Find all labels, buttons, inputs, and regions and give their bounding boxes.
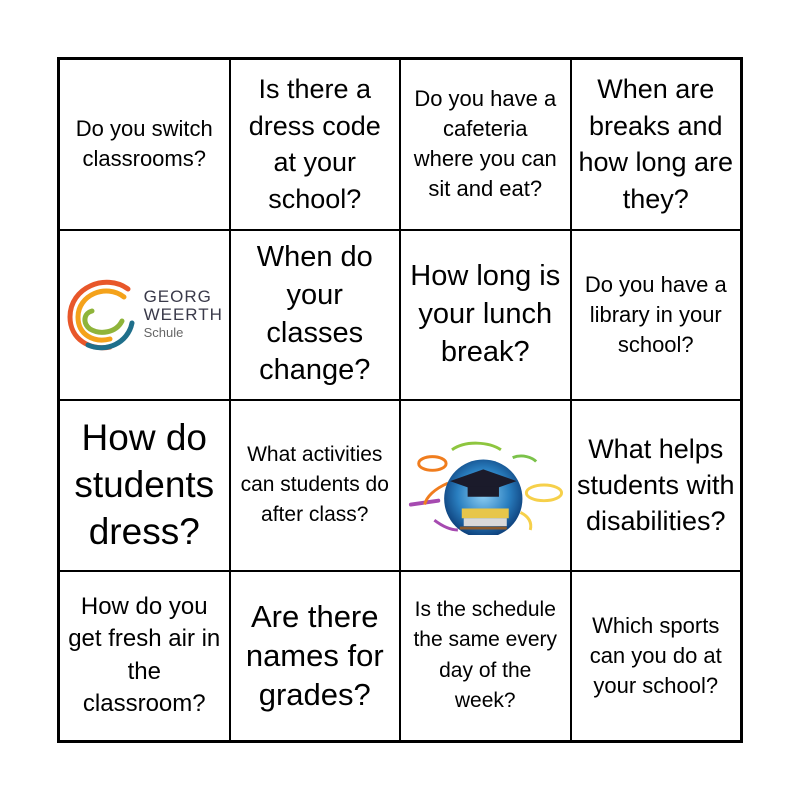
bingo-cell[interactable] xyxy=(59,59,230,230)
graduation-globe-icon xyxy=(405,435,566,535)
bingo-cell[interactable] xyxy=(230,400,401,571)
cell-text: Do you have a cafeteria where you can sit and eat? xyxy=(413,86,557,202)
bingo-cell[interactable] xyxy=(230,230,401,401)
school-logo xyxy=(64,277,225,353)
bingo-cell[interactable] xyxy=(400,59,571,230)
cell-text: What activities can students do after class? xyxy=(240,442,389,527)
cell-text: When do your classes change? xyxy=(256,241,373,387)
cell-text: Is there a dress code at your school? xyxy=(248,74,381,214)
bingo-card xyxy=(57,57,743,743)
cell-text: Is the schedule the same every day of the week? xyxy=(413,597,558,713)
bingo-cell[interactable] xyxy=(59,400,230,571)
cell-text: How long is your lunch break? xyxy=(410,260,561,368)
cell-text: Do you have a library in your school? xyxy=(584,271,727,357)
logo-swirl-icon xyxy=(66,277,136,353)
cell-text: How do you get fresh air in the classroom? xyxy=(68,592,221,718)
bingo-cell[interactable] xyxy=(400,571,571,742)
bingo-cell[interactable] xyxy=(571,230,742,401)
bingo-cell[interactable] xyxy=(230,571,401,742)
cell-text: What helps students with disabilities? xyxy=(576,433,735,537)
bingo-cell[interactable] xyxy=(230,59,401,230)
cell-text: When are breaks and how long are they? xyxy=(578,74,734,214)
bingo-cell[interactable] xyxy=(571,59,742,230)
cell-text: Are there names for grades? xyxy=(245,598,384,713)
bingo-cell[interactable] xyxy=(571,571,742,742)
bingo-cell[interactable] xyxy=(59,230,230,401)
bingo-cell[interactable] xyxy=(59,571,230,742)
logo-line-1: GEORG xyxy=(143,286,212,306)
logo-line-2: WEERTH xyxy=(143,305,223,325)
cell-text: How do students dress? xyxy=(74,417,215,552)
bingo-cell[interactable] xyxy=(400,230,571,401)
cell-text: Do you switch classrooms? xyxy=(75,116,213,172)
bingo-cell[interactable] xyxy=(400,400,571,571)
cell-text: Which sports can you do at your school? xyxy=(589,612,722,698)
logo-line-3: Schule xyxy=(143,324,184,340)
bingo-cell[interactable] xyxy=(571,400,742,571)
